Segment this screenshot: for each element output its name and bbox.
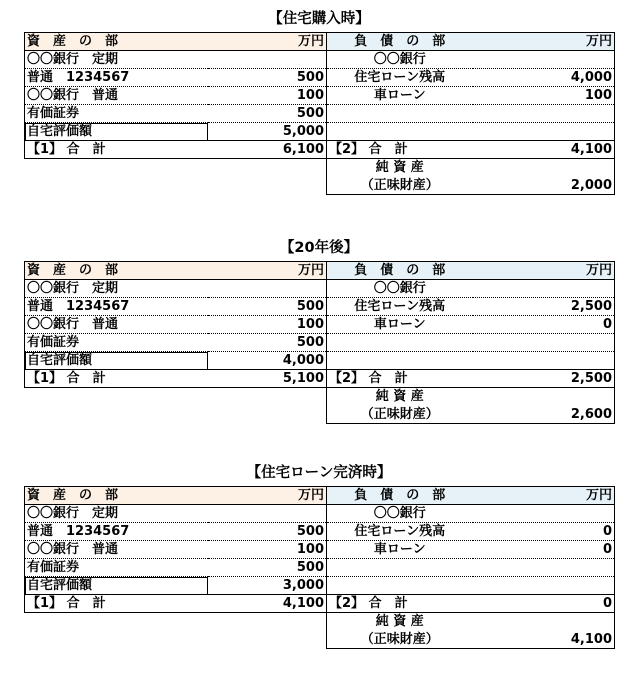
table-row: [25, 577, 615, 595]
total-row: [25, 370, 615, 388]
assets-unit: 万円: [208, 33, 327, 51]
asset-value-securities: 500: [208, 105, 327, 123]
liab-label-mortgage: 住宅ローン残高: [327, 298, 473, 316]
liab-label-mortgage: 住宅ローン残高: [327, 523, 473, 541]
asset-label-savings: 〇〇銀行 普通: [25, 541, 208, 559]
asset-label-savings: 〇〇銀行 普通: [25, 87, 208, 105]
liab-total-label: 【2】 合 計: [327, 141, 473, 159]
header-row: [25, 33, 615, 51]
table-row: [25, 334, 615, 352]
liab-value-mortgage: 4,000: [473, 69, 615, 87]
net-assets-row: [25, 406, 615, 424]
asset-value-home-value: 3,000: [208, 577, 327, 595]
table-row: [25, 505, 615, 523]
asset-value-securities: 500: [208, 334, 327, 352]
asset-label-time-deposit: 〇〇銀行 定期: [25, 51, 208, 69]
table-row: [25, 559, 615, 577]
asset-label-time-deposit: 〇〇銀行 定期: [25, 505, 208, 523]
header-row: [25, 487, 615, 505]
table-row: [25, 352, 615, 370]
net-assets-label: 純 資 産: [327, 613, 473, 631]
asset-value-home-value: 5,000: [208, 123, 327, 141]
assets-unit: 万円: [208, 262, 327, 280]
balance-table: [24, 261, 615, 424]
liab-label-bank: 〇〇銀行: [327, 51, 473, 69]
asset-value-savings: 100: [208, 87, 327, 105]
liab-total-value: 0: [473, 595, 615, 613]
asset-label-account: 普通 1234567: [25, 69, 208, 87]
liab-label-car-loan: 車ローン: [327, 316, 473, 334]
assets-header: 資 産 の 部: [25, 487, 208, 505]
table-row: [25, 523, 615, 541]
net-assets-value: 4,100: [473, 631, 615, 649]
header-row: [25, 262, 615, 280]
asset-value-time-deposit: 500: [208, 298, 327, 316]
asset-label-securities: 有価証券: [25, 559, 208, 577]
section-title: 【住宅ローン完済時】: [246, 465, 392, 481]
asset-label-account: 普通 1234567: [25, 298, 208, 316]
asset-total-label: 【1】 合 計: [25, 595, 208, 613]
liabilities-header: 負 債 の 部: [327, 487, 473, 505]
balance-table: [24, 486, 615, 649]
net-assets-value: 2,000: [473, 177, 615, 195]
table-row: [25, 280, 615, 298]
net-assets-label: 純 資 産: [327, 388, 473, 406]
net-assets-row: [25, 631, 615, 649]
liab-total-value: 4,100: [473, 141, 615, 159]
section-title: 【20年後】: [279, 240, 359, 256]
liabilities-unit: 万円: [473, 33, 615, 51]
liab-total-label: 【2】 合 計: [327, 370, 473, 388]
section-title: 【住宅購入時】: [268, 11, 370, 27]
assets-header: 資 産 の 部: [25, 262, 208, 280]
table-row: [25, 51, 615, 69]
table-row: [25, 69, 615, 87]
liab-label-bank: 〇〇銀行: [327, 280, 473, 298]
liab-value-mortgage: 0: [473, 523, 615, 541]
assets-unit: 万円: [208, 487, 327, 505]
liab-label-car-loan: 車ローン: [327, 87, 473, 105]
asset-label-account: 普通 1234567: [25, 523, 208, 541]
asset-value-savings: 100: [208, 316, 327, 334]
liabilities-unit: 万円: [473, 262, 615, 280]
liab-value-car-loan: 0: [473, 541, 615, 559]
liab-label-car-loan: 車ローン: [327, 541, 473, 559]
liab-label-bank: 〇〇銀行: [327, 505, 473, 523]
net-worth-label: （正味財産）: [327, 631, 473, 649]
liabilities-unit: 万円: [473, 487, 615, 505]
liab-value-car-loan: 100: [473, 87, 615, 105]
net-assets-label: 純 資 産: [327, 159, 473, 177]
asset-label-home-value: 自宅評価額: [25, 123, 208, 141]
asset-label-securities: 有価証券: [25, 334, 208, 352]
asset-value-savings: 100: [208, 541, 327, 559]
asset-label-time-deposit: 〇〇銀行 定期: [25, 280, 208, 298]
asset-label-home-value: 自宅評価額: [25, 577, 208, 595]
asset-total-label: 【1】 合 計: [25, 141, 208, 159]
asset-value-time-deposit: 500: [208, 69, 327, 87]
net-assets-row: [25, 177, 615, 195]
net-assets-row: [25, 159, 615, 177]
asset-value-time-deposit: 500: [208, 523, 327, 541]
asset-label-home-value: 自宅評価額: [25, 352, 208, 370]
net-assets-value: 2,600: [473, 406, 615, 424]
liab-total-value: 2,500: [473, 370, 615, 388]
net-worth-label: （正味財産）: [327, 406, 473, 424]
asset-value-securities: 500: [208, 559, 327, 577]
table-row: [25, 298, 615, 316]
asset-total-value: 6,100: [208, 141, 327, 159]
liab-label-mortgage: 住宅ローン残高: [327, 69, 473, 87]
asset-total-label: 【1】 合 計: [25, 370, 208, 388]
asset-total-value: 4,100: [208, 595, 327, 613]
total-row: [25, 595, 615, 613]
liabilities-header: 負 債 の 部: [327, 262, 473, 280]
table-row: [25, 123, 615, 141]
liab-value-mortgage: 2,500: [473, 298, 615, 316]
liab-value-car-loan: 0: [473, 316, 615, 334]
net-worth-label: （正味財産）: [327, 177, 473, 195]
table-row: [25, 316, 615, 334]
net-assets-row: [25, 613, 615, 631]
asset-label-securities: 有価証券: [25, 105, 208, 123]
asset-total-value: 5,100: [208, 370, 327, 388]
asset-label-savings: 〇〇銀行 普通: [25, 316, 208, 334]
balance-table: [24, 32, 615, 195]
liabilities-header: 負 債 の 部: [327, 33, 473, 51]
liab-total-label: 【2】 合 計: [327, 595, 473, 613]
net-assets-row: [25, 388, 615, 406]
table-row: [25, 541, 615, 559]
table-row: [25, 87, 615, 105]
table-row: [25, 105, 615, 123]
assets-header: 資 産 の 部: [25, 33, 208, 51]
asset-value-home-value: 4,000: [208, 352, 327, 370]
total-row: [25, 141, 615, 159]
